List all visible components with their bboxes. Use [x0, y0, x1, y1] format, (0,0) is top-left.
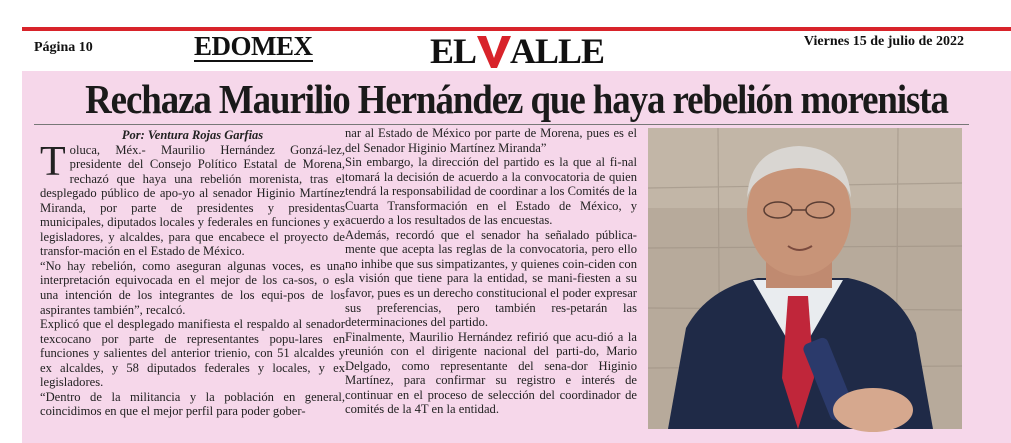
paragraph: “No hay rebelión, como aseguran algunas voces, es una interpretación equivocada en el mejor de los ca-sos, o es una intención de los integrantes de los equi-pos de los aspirantes también”, recalcó. [40, 258, 345, 317]
headline-rule [34, 124, 969, 125]
issue-date: Viernes 15 de julio de 2022 [803, 34, 964, 49]
svg-text:ALLE: ALLE [510, 31, 605, 71]
paragraph: Explicó que el desplegado manifiesta el respaldo al senador texcocano por parte de representantes popu-lares en funciones y salientes del anterior trienio, con 51 alcaldes y ex alcaldes, y 58 diputados federales y locales, y ex legisladores. [40, 317, 345, 390]
svg-text:EL: EL [430, 31, 477, 71]
paragraph: Sin embargo, la dirección del partido es la que al fi-nal tomará la decisión de acuerdo a la convocatoria de quien tendrá la responsabilidad de coordinar a los Comités de la Cuarta Transformación en el Estado de México, y acuerdo a los resultados de las encuestas. [345, 155, 637, 228]
byline: Por: Ventura Rojas Garfias [121, 128, 264, 142]
article-photo [648, 128, 962, 429]
paragraph: Finalmente, Maurilio Hernández refirió que acu-dió a la reunión con el dirigente nacional del parti-do, Mario Delgado, como representante del sena-dor Higinio Martínez, para confirmar su registro e interés de continuar en el proceso de selección del coordinador de comités de la 4T en la entidad. [345, 329, 637, 417]
section-title: EDOMEX [194, 31, 313, 61]
paragraph: nar al Estado de México por parte de Morena, pues es el del Senador Higinio Martínez Miranda” [345, 126, 637, 155]
page-number: Página 10 [34, 40, 93, 55]
paragraph: Además, recordó que el senador ha señalado pública-mente que acepta las reglas de la convocatoria, pero ello no inhibe que sus simpatizantes, y quienes coin-ciden con la visión que tiene para la entidad, se mani-fiesten a su favor, pues es un derecho constitucional el poder expresar sus preferencias, pero también res-petarán las determinaciones del partido. [345, 227, 637, 330]
article-column-1 [40, 128, 345, 419]
article-column-2 [345, 126, 637, 417]
paragraph: Toluca, Méx.- Maurilio Hernández Gonzá-lez, presidente del Consejo Político Estatal de Morena, rechazó que haya una rebelión morenista, tras el desplegado público de apo-yo al senador Higinio Martínez Miranda, por parte de presidentes y presidentas municipales, diputados locales y federales en funciones y ex legisladores, y alcaldes, para que encabece el proyecto de transfor-mación en el Estado de México. [40, 138, 345, 259]
headline: Rechaza Maurilio Hernández que haya rebelión morenista [85, 76, 948, 122]
paragraph: “Dentro de la militancia y la población en general, coincidimos en que el mejor perfil para poder gober- [40, 389, 345, 419]
drop-cap: T [40, 138, 66, 185]
el-valle-logo [428, 30, 605, 71]
